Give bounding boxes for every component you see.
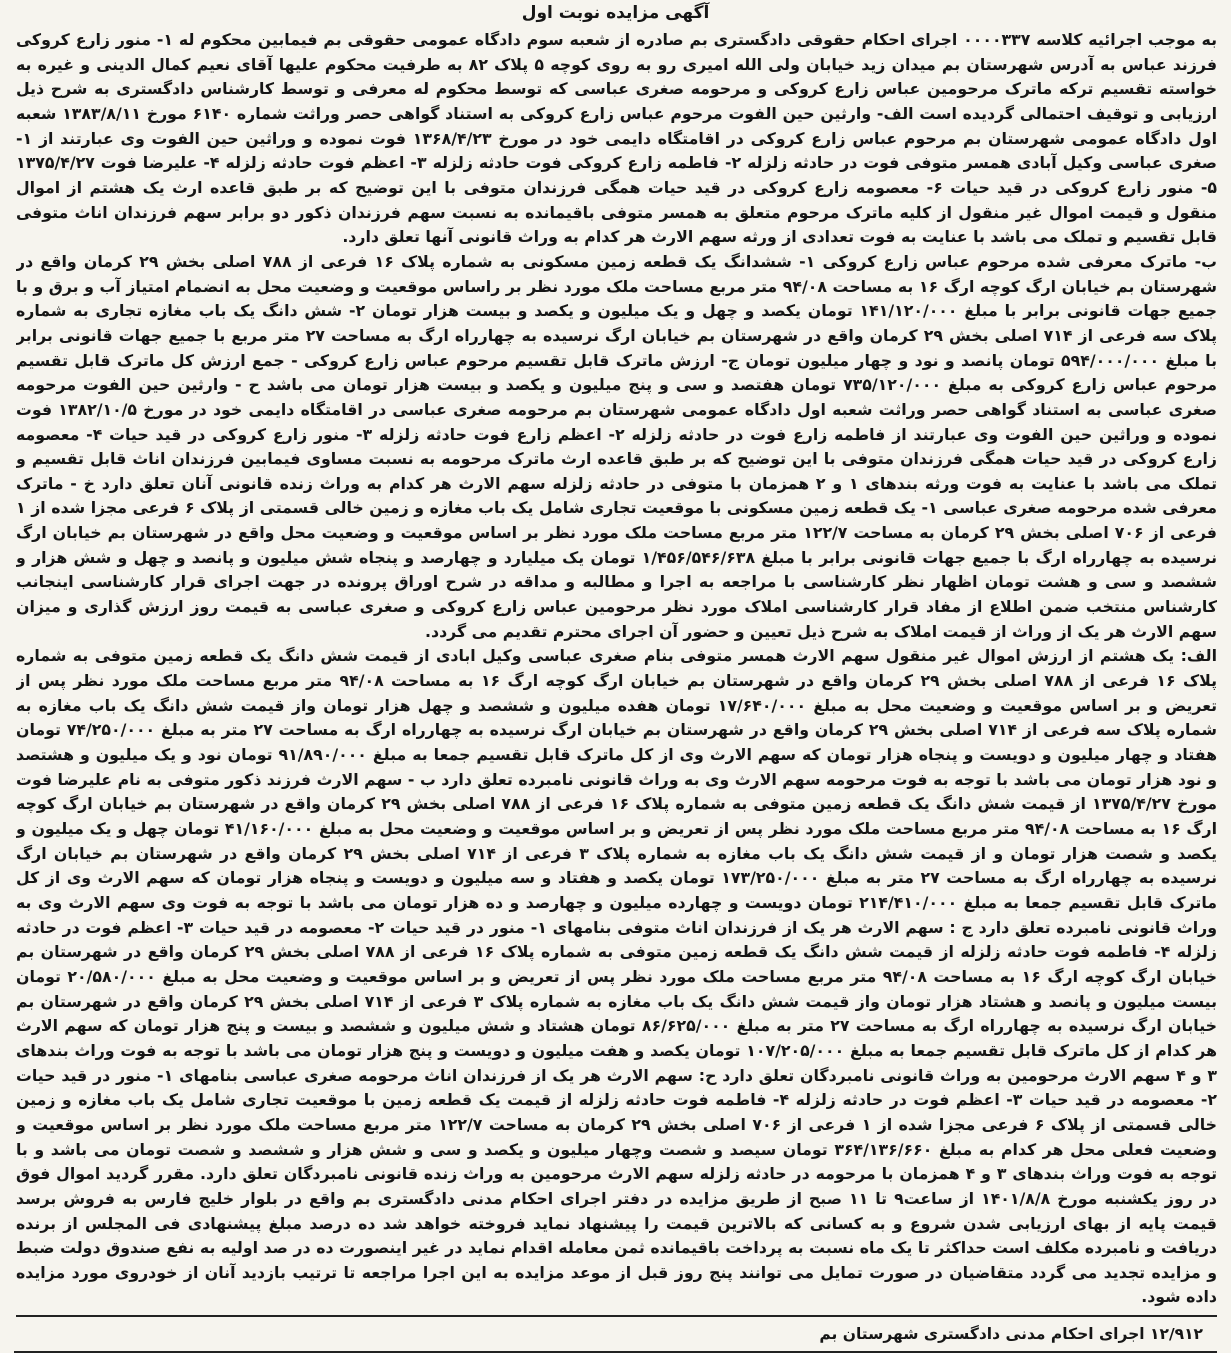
notice-paragraph-shares: الف: یک هشتم از ارزش اموال غیر منقول سهم الارث همسر متوفی بنام صغری عباسی وکیل ابادی از قیمت شش دانگ یک قطعه زمین متوفی به شماره پلاک ۱۶ فرعی از ۷۸۸ اصلی بخش ۲۹ کرمان واقع در شهرستان بم خیابان ارگ کوچه ارگ ۱۶ به مساحت ۹۴/۰۸ متر مربع مساحت ملک مورد نظر پس از تعریض و بر اساس موقعیت و وضعیت محل به مبلغ ۱۷/۶۴۰/۰۰۰ تومان هفده میلیون و ششصد و چهل هزار تومان واز قیمت شش دانگ یک باب مغازه به شماره پلاک سه فرعی از ۷۱۴ اصلی بخش ۲۹ کرمان واقع در شهرستان بم خیابان ارگ نرسیده به چهارراه ارگ به مساحت ۲۷ متر به مبلغ ۷۴/۲۵۰/۰۰۰ تومان هفتاد و چهار میلیون و دویست و پنجاه هزار تومان که سهم الارث وی از کل ماترک قابل تقسیم جمعا به مبلغ ۹۱/۸۹۰/۰۰۰ تومان نود و یک میلیون و هشتصد و نود هزار تومان می باشد با توجه به فوت مرحومه سهم الارث وی به وراث قانونی نامبرده تعلق دارد ب - سهم الارث فرزند ذکور متوفی به نام علیرضا فوت مورخ ۱۳۷۵/۴/۲۷ از قیمت شش دانگ یک قطعه زمین متوفی به شماره پلاک ۱۶ فرعی از ۷۸۸ اصلی بخش ۲۹ کرمان واقع در شهرستان بم خیابان ارگ کوچه ارگ ۱۶ به مساحت ۹۴/۰۸ متر مربع مساحت ملک مورد نظر پس از تعریض و بر اساس موقعیت و وضعیت محل به مبلغ ۴۱/۱۶۰/۰۰۰ تومان چهل و یک میلیون و یکصد و شصت هزار تومان و از قیمت شش دانگ یک باب مغازه به شماره پلاک ۳ فرعی از ۷۱۴ اصلی بخش ۲۹ کرمان واقع در شهرستان بم خیابان ارگ نرسیده به چهارراه ارگ به مساحت ۲۷ متر به مبلغ ۱۷۳/۲۵۰/۰۰۰ تومان یکصد و هفتاد و سه میلیون و دویست و پنجاه هزار تومان که سهم الارث وی از کل ماترک قابل تقسیم جمعا به مبلغ ۲۱۴/۴۱۰/۰۰۰ تومان دویست و چهارده میلیون و چهارصد و ده هزار تومان می باشد با توجه به فوت وی سهم الارث وی به وراث قانونی نامبرده تعلق دارد ج : سهم الارث هر یک از فرزندان اناث متوفی بنامهای ۱- منور در قید حیات ۲- معصومه در قید حیات ۳- اعظم فوت در حادثه زلزله ۴- فاطمه فوت حادثه زلزله از قیمت شش دانگ یک قطعه زمین متوفی به شماره پلاک ۱۶ فرعی از ۷۸۸ اصلی بخش ۲۹ کرمان واقع در شهرستان بم خیابان ارگ کوچه ارگ ۱۶ به مساحت ۹۴/۰۸ متر مربع مساحت ملک مورد نظر پس از تعریض و بر اساس موقعیت و وضعیت محل به مبلغ ۲۰/۵۸۰/۰۰۰ تومان بیست میلیون و پانصد و هشتاد هزار تومان واز قیمت شش دانگ یک باب مغازه به شماره پلاک ۳ فرعی از ۷۱۴ اصلی بخش ۲۹ کرمان واقع در شهرستان بم خیابان ارگ نرسیده به چهارراه ارگ به مساحت ۲۷ متر به مبلغ ۸۶/۶۲۵/۰۰۰ تومان هشتاد و شش میلیون و ششصد و بیست و پنج هزار تومان که سهم الارث هر کدام از کل ماترک قابل تقسیم جمعا به مبلغ ۱۰۷/۲۰۵/۰۰۰ تومان یکصد و هفت میلیون و دویست و پنج هزار تومان می باشد با توجه به فوت وراث بندهای ۳ و ۴ سهم الارث مرحومین به وراث قانونی نامبردگان تعلق دارد ح: سهم الارث هر یک از فرزندان اناث مرحومه صغری عباسی بنامهای ۱- منور در قید حیات ۲- معصومه در قید حیات ۳- اعظم فوت در حادثه زلزله ۴- فاطمه فوت حادثه زلزله از قیمت یک قطعه زمین با موقعیت تجاری شامل یک باب مغازه و زمین خالی قسمتی از پلاک ۶ فرعی مجزا شده از ۱ فرعی از ۷۰۶ اصلی بخش ۲۹ کرمان به مساحت ۱۲۲/۷ متر مربع مساحت ملک مورد نظر بر اساس موقعیت و وضعیت فعلی محل هر کدام به مبلغ ۳۶۴/۱۳۶/۶۶۰ تومان سیصد و شصت وچهار میلیون و یکصد و سی و شش هزار و ششصد و شصت تومان می باشد و با توجه به فوت وراث بندهای ۳ و ۴ همزمان با مرحومه در حادثه زلزله سهم الارث مرحومین به وراث زنده قانونی نامبردگان تعلق دارد. مقرر گردید اموال فوق در روز یکشنبه مورخ ۱۴۰۱/۸/۸ از ساعت۹ تا ۱۱ صبح از طریق مزایده در دفتر اجرای احکام مدنی دادگستری بم واقع در بلوار خلیج فارس به فروش برسد قیمت پایه از بهای ارزیابی شدن شروع و به کسانی که بالاترین قیمت را پیشنهاد نماید فروخته خواهد شد ده درصد مبلغ پیشنهادی فی المجلس از برنده دریافت و نامبرده مکلف است حداکثر تا یک ماه نسبت به پرداخت باقیمانده ثمن معامله اقدام نماید در غیر اینصورت ده در صد اولیه به نفع صندوق دولت ضبط و مزایده تجدید می گردد متقاضیان در صورت تمایل می توانند پنج روز قبل از موعد مزایده به این اجرا مراجعه تا ترتیب بازدید آنان از خودروی مورد مزایده داده شود. [16,646,1217,1307]
notice-paragraph-estate: ب- ماترک معرفی شده مرحوم عباس زارع کروکی ۱- ششدانگ یک قطعه زمین مسکونی به شماره پلاک ۱۶ فرعی از ۷۸۸ اصلی بخش ۲۹ کرمان واقع در شهرستان بم خیابان ارگ کوچه ارگ ۱۶ به مساحت ۹۴/۰۸ متر مربع مساحت ملک مورد نظر بر راساس موقعیت و وضعیت محل به انضمام امتیاز آب و برق و با جمیع جهات قانونی برابر با مبلغ ۱۴۱/۱۲۰/۰۰۰ تومان یکصد و چهل و یک میلیون و یکصد و بیست هزار تومان ۲- شش دانگ یک باب مغازه تجاری به شماره پلاک سه فرعی از ۷۱۴ اصلی بخش ۲۹ کرمان واقع در شهرستان بم خیابان ارگ نرسیده به چهارراه ارگ به مساحت ۲۷ متر مربع با جمیع جهات قانونی برابر با مبلغ ۵۹۴/۰۰۰/۰۰۰ تومان پانصد و نود و چهار میلیون تومان ج- ارزش ماترک قابل تقسیم مرحوم عباس زارع کروکی - جمع ارزش کل ماترک قابل تقسیم مرحوم عباس زارع کروکی به مبلغ ۷۳۵/۱۲۰/۰۰۰ تومان هفتصد و سی و پنج میلیون و یکصد و بیست هزار تومان می باشد ح - وارثین حین الفوت مرحومه صغری عباسی به استناد گواهی حصر وراثت شعبه اول دادگاه عمومی شهرستان بم مرحومه صغری عباسی در اقامتگاه دایمی خود در مورخ ۱۳۸۲/۱۰/۵ فوت نموده و وراثین حین الفوت وی عبارتند از فاطمه زارع فوت در حادثه زلزله ۲- اعظم زارع فوت حادثه زلزله ۳- منور زارع کروکی در قید حیات ۴- معصومه زارع کروکی در قید حیات همگی فرزندان متوفی با این توضیح که بر طبق قاعده ارث ماترک مرحومه به نسبت مساوی فیمابین فرزندان اناث قابل تقسیم و تملک می باشد با عنایت به فوت ورثه بندهای ۱ و ۲ همزمان با متوفی در حادثه زلزله سهم الارث هر کدام به وراث زنده قانونی آنان تعلق دارد خ - ماترک معرفی شده مرحومه صغری عباسی ۱- یک قطعه زمین مسکونی با موقعیت تجاری شامل یک باب مغازه و زمین خالی قسمتی از پلاک ۶ فرعی مجزا شده از ۱ فرعی از ۷۰۶ اصلی بخش ۲۹ کرمان به مساحت ۱۲۲/۷ متر مربع مساحت ملک مورد نظر بر اساس موقعیت و وضعیت محل واقع در شهرستان بم خیابان ارگ نرسیده به چهارراه ارگ با جمیع جهات قانونی برابر با مبلغ ۱/۴۵۶/۵۴۶/۶۳۸ تومان یک میلیارد و چهارصد و پنجاه شش میلیون و پانصد و چهل و شش هزار و ششصد و سی و هشت تومان اظهار نظر کارشناسی با مراجعه به اجرا و مطالبه و مداقه در شرح اوراق پرونده در جهت اجرای قرار کارشناسی اینجانب کارشناس منتخب ضمن اطلاع از مفاد قرار کارشناسی املاک مورد نظر مرحومین عباس زارع کروکی و صغری عباسی به قیمت روز ارزش گذاری و میزان سهم الارث هر یک از وراث از قیمت املاک به شرح ذیل تعیین و حضور آن اجرای محترم تقدیم می گردد. [16,251,1217,641]
notice-body [16,28,1217,1313]
notice-footer: ۱۲/۹۱۲ اجرای احکام مدنی دادگستری شهرستان بم [16,1315,1217,1351]
notice-paragraph-heirs: به موجب اجرائیه کلاسه ۰۰۰۰۳۳۷ اجرای احکام حقوقی دادگستری بم صادره از شعبه سوم دادگاه عمومی حقوقی بم فیمابین محکوم له ۱- منور زارع کروکی فرزند عباس به آدرس شهرستان بم میدان زید خیابان ولی الله امیری رو به روی کوچه ۵ پلاک ۸۲ به طرفیت محکوم علیها آقای نعیم کمال الدینی و غیره به خواسته تقسیم ترکه ماترک مرحومین عباس زارع کروکی و مرحومه صغری عباسی که توسط محکوم له معرفی و توسط کارشناس دادگستری به شرح ذیل ارزیابی و توقیف احتمالی گردیده است الف- وارثین حین الفوت مرحوم عباس زارع کروکی به استناد گواهی حصر وراثت شماره ۶۱۴۰ مورخ ۱۳۸۳/۸/۱۱ شعبه اول دادگاه عمومی شهرستان بم مرحوم عباس زارع کروکی در اقامتگاه دایمی خود در مورخ ۱۳۶۸/۴/۲۳ فوت نموده و وراثین حین الفوت وی عبارتند از ۱- صغری عباسی وکیل آبادی همسر متوفی فوت در حادثه زلزله ۲- فاطمه زارع کروکی فوت حادثه زلزله ۳- اعظم فوت حادثه زلزله ۴- علیرضا فوت ۱۳۷۵/۴/۲۷ ۵- منور زارع کروکی در قید حیات ۶- معصومه زارع کروکی در قید حیات همگی فرزندان متوفی با این توضیح که بر طبق قاعده ارث یک هشتم از اموال منقول و قیمت اموال غیر منقول از کلیه ماترک مرحوم متعلق به همسر متوفی باقیمانده به نسبت سهم فرزندان ذکور دو برابر سهم فرزندان اناث متوفی قابل تقسیم و تملک می باشد با عنایت به فوت تعدادی از ورثه سهم الارث هر کدام به وراث قانونی آنها تعلق دارد. [16,30,1217,247]
notice-title: آگهی مزایده نوبت اول [521,3,710,23]
